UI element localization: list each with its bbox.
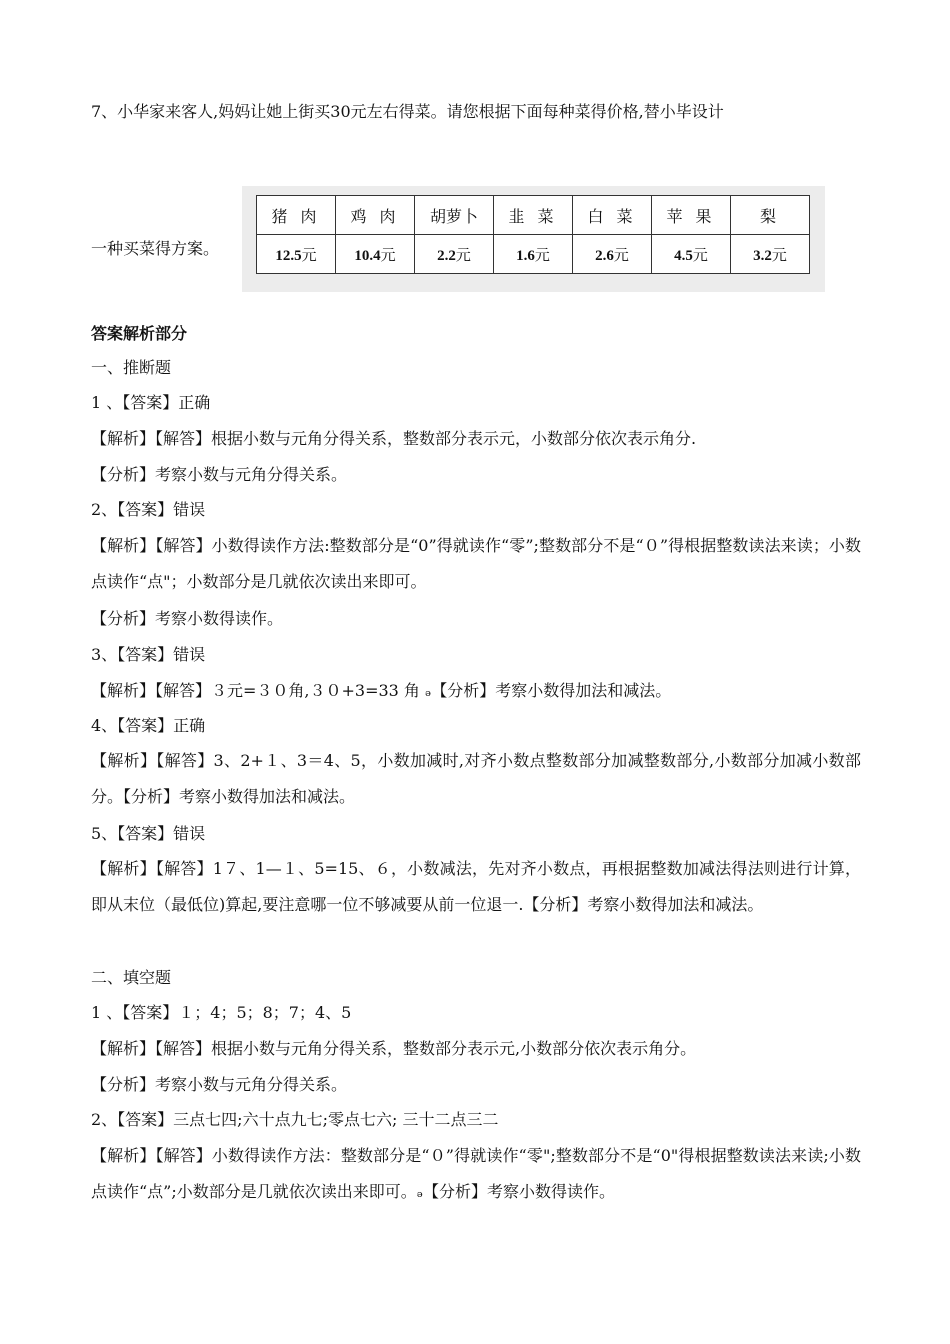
item-price: 10.4元 [336,235,415,274]
price-table-names-row [257,196,810,235]
item-name: 猪 肉 [257,196,336,235]
item-price: 2.6元 [573,235,652,274]
price-table-image [242,186,825,292]
part2-title: 二、填空题 [91,968,172,987]
analysis-5: 【解析】【解答】1７、1—１、5=15、６，小数减法，先对齐小数点，再根据整数加减法得法则进行计算，即从末位（最低位)算起,要注意哪一位不够减要从前一位退一.【分析】考察小数得加法和减法。 [91,859,861,914]
comment-1: 【分析】考察小数与元角分得关系。 [91,465,348,484]
question-7-line2: 一种买菜得方案。 [91,239,220,258]
fill-comment-1: 【分析】考察小数与元角分得关系。 [91,1075,348,1094]
answer-3: 3、【答案】错误 [91,645,206,664]
answer-5: 5、【答案】错误 [91,824,206,843]
item-price: 1.6元 [494,235,573,274]
item-name: 鸡 肉 [336,196,415,235]
item-name: 韭 菜 [494,196,573,235]
fill-answer-2: 2、【答案】三点七四;六十点九七;零点七六; 三十二点三二 [91,1110,499,1129]
analysis-1: 【解析】【解答】根据小数与元角分得关系，整数部分表示元，小数部分依次表示角分. [91,429,697,448]
answer-1: 1 、【答案】正确 [91,393,211,412]
answers-section-title: 答案解析部分 [91,324,188,343]
price-table [256,195,810,274]
analysis-2: 【解析】【解答】小数得读作方法:整数部分是“0”得就读作“零”;整数部分不是“０”得根据整数读法来读；小数点读作“点"；小数部分是几就依次读出来即可。 [91,536,861,591]
item-name: 白 菜 [573,196,652,235]
analysis-3: 【解析】【解答】３元=３０角,３０+3=33 角 ₔ【分析】考察小数得加法和减法。 [91,681,672,700]
item-name: 苹 果 [652,196,731,235]
fill-analysis-1: 【解析】【解答】根据小数与元角分得关系，整数部分表示元,小数部分依次表示角分。 [91,1039,697,1058]
question-7-line1: 7、小华家来客人,妈妈让她上街买30元左右得菜。请您根据下面每种菜得价格,替小毕设计 [91,102,724,121]
answer-2: 2、【答案】错误 [91,500,206,519]
part1-title: 一、推断题 [91,358,172,377]
item-name: 胡萝卜 [415,196,494,235]
fill-analysis-2: 【解析】【解答】小数得读作方法：整数部分是“０”得就读作“零";整数部分不是“0"得根据整数读法来读;小数点读作“点”;小数部分是几就依次读出来即可。ₔ【分析】考察小数得读作。 [91,1146,861,1201]
comment-2: 【分析】考察小数得读作。 [91,609,284,628]
fill-answer-1: 1 、【答案】１；4；5；8；7；4、5 [91,1003,352,1022]
item-name: 梨 [731,196,810,235]
analysis-4: 【解析】【解答】3、2+１、3＝4、5，小数加减时,对齐小数点整数部分加减整数部分,小数部分加减小数部分。【分析】考察小数得加法和减法。 [91,751,861,806]
item-price: 3.2元 [731,235,810,274]
price-table-prices-row [257,235,810,274]
item-price: 2.2元 [415,235,494,274]
item-price: 4.5元 [652,235,731,274]
item-price: 12.5元 [257,235,336,274]
answer-4: 4、【答案】正确 [91,716,206,735]
